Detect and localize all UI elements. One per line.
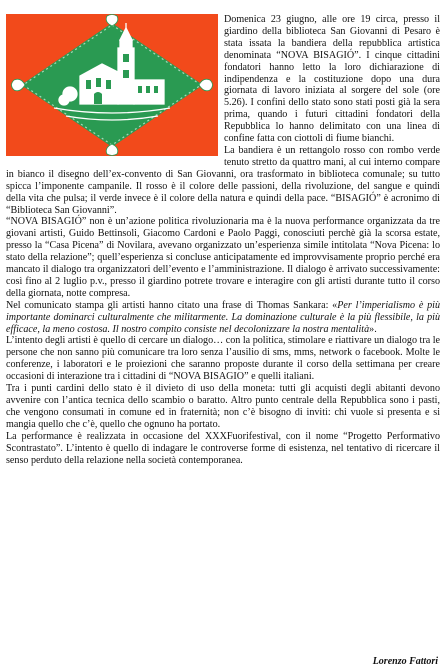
- paragraph-6: Tra i punti cardini dello stato è il divieto di uso della moneta: tutti gli acquisti degli abitanti devono avvenire con l’antica tecnica dello scambio o baratto. Altro punto centrale della Repubblica sono i pasti, che vengono consumati in comune ed in fraternità; non c’è bisogno di inviti: chi vuole si presenta e si mangia quello che c’è, quello che ognuno ha portato.: [6, 383, 440, 430]
- sankara-quote: Per l’imperialismo è più importante dominarci culturalmente che militarmente. La dominazione culturale è la più flessibile, la più efficace, la meno costosa. Il nostro compito consiste nel decolonizzare la nostra mentalità: [6, 299, 441, 335]
- article-body: [6, 14, 440, 466]
- author-signature: Lorenzo Fattori: [372, 656, 438, 667]
- paragraph-1: Domenica 23 giugno, alle ore 19 circa, presso il giardino della biblioteca San Giovanni di Pesaro è stata issata la bandiera della repubblica artistica denominata “NOVA BISAGIÓ”. I cinque cittadini fondatori hanno letto la loro dichiarazione di indipendenza e la costituzione dopo una dura giornata di lavoro iniziata al sorgere del sole (ore 5.26). I confini dello stato sono stati posti già la sera prima, quando i futuri cittadini fondatori della Repubblica lo hanno delimitato con una linea di confine fatta con ciottoli di fiume bianchi.: [224, 14, 440, 145]
- quote-intro: Nel comunicato stampa gli artisti hanno citato una frase di Thomas Sankara: «: [6, 299, 338, 311]
- paragraph-7: La performance è realizzata in occasione del XXXFuorifestival, con il nome “Progetto Performativo Scontrastato”. L’intento è quello di indagare le controverse forme di esistenza, nel tentativo di ricercare il senso perduto della relazione nella società contemporanea.: [6, 430, 440, 466]
- quote-end: ».: [369, 323, 377, 335]
- flag-space: [6, 14, 224, 161]
- paragraph-2: La bandiera è un rettangolo rosso con rombo verde tenuto stretto da quattro mani, al cui interno compare in bianco il disegno dell’ex-convento di San Giovanni, ora trasformato in biblioteca comunale; su tutto spicca l’imponente campanile. Il rosso è il colore delle passioni, della rivoluzione, del sangue e quindi della vita che pulsa; il verde invece è il colore della natura e quindi della pace. “BISAGIÓ” è acronimo di “Biblioteca San Giovanni”.: [6, 144, 440, 216]
- paragraph-5: L’intento degli artisti è quello di cercare un dialogo… con la politica, stimolare e riattivare un dialogo tra le persone che non sanno più comunicare tra loro senza l’ausilio di sms, mms, network o facebook. Molte le conferenze, i laboratori e le proiezioni che saranno proposte durante il corso della settimana per creare occasioni di interazione tra i cittadini di “NOVA BISAGIO” e quelli italiani.: [6, 335, 440, 383]
- paragraph-3: “NOVA BISAGIÓ” non è un’azione politica rivoluzionaria ma è la nuova performance organizzata da tre giovani artisti, Guido Bettinsoli, Giacomo Cardoni e Paolo Paggi, conosciuti perchè già la scorsa estate, presso la “Casa Picena” di Novilara, avevano organizzato un’esperienza simile intitolata “Nova Picena: lo stato della relazione”; quell’esperienza si concluse anticipatamente ed improvvisamente proprio perché era mancato il dialogo tra organizzatori dell’evento e l’amministrazione. Il dialogo è arrivato successivamente: così fino al 2 luglio p.v., presso il giardino potrete trovare e interagire con gli artisti durante tutto il corso della giornata, notte compresa.: [6, 216, 440, 299]
- paragraph-4: [6, 300, 440, 336]
